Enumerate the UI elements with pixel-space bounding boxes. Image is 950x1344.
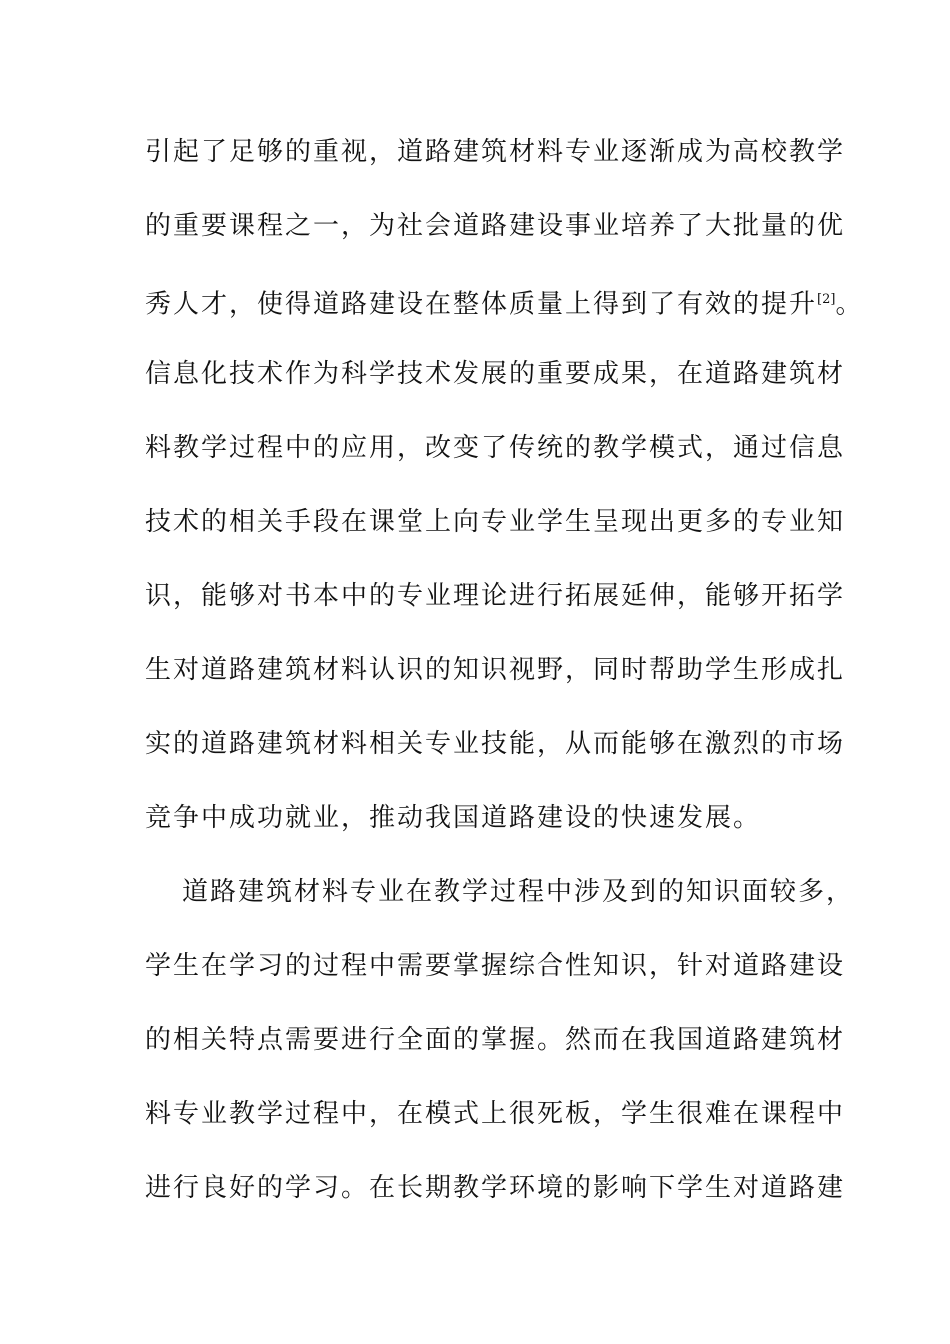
- text-line: 进行良好的学习。在长期教学环境的影响下学生对道路建: [145, 1173, 846, 1203]
- text-line: 生对道路建筑材料认识的知识视野，同时帮助学生形成扎: [145, 655, 846, 685]
- text-line: 料专业教学过程中，在模式上很死板，学生很难在课程中: [145, 1099, 846, 1129]
- text-line: 信息化技术作为科学技术发展的重要成果，在道路建筑材: [145, 359, 846, 389]
- text-line: 料教学过程中的应用，改变了传统的教学模式，通过信息: [145, 433, 846, 463]
- text-line: 识，能够对书本中的专业理论进行拓展延伸，能够开拓学: [145, 581, 846, 611]
- citation-marker: [2]: [817, 292, 836, 307]
- text-line: 竞争中成功就业，推动我国道路建设的快速发展。: [145, 803, 762, 833]
- text-line: 道路建筑材料专业在教学过程中涉及到的知识面较多，: [182, 877, 855, 907]
- text-line: [145, 284, 864, 321]
- text-line: 引起了足够的重视，道路建筑材料专业逐渐成为高校教学: [145, 137, 846, 167]
- text-line: 学生在学习的过程中需要掌握综合性知识，针对道路建设: [145, 951, 846, 981]
- text-segment: 。: [835, 289, 864, 320]
- text-line: 的相关特点需要进行全面的掌握。然而在我国道路建筑材: [145, 1025, 846, 1055]
- text-line: 的重要课程之一，为社会道路建设事业培养了大批量的优: [145, 211, 846, 241]
- text-line: 技术的相关手段在课堂上向专业学生呈现出更多的专业知: [145, 507, 846, 537]
- text-line: 实的道路建筑材料相关专业技能，从而能够在激烈的市场: [145, 729, 846, 759]
- text-segment: 秀人才，使得道路建设在整体质量上得到了有效的提升: [145, 289, 818, 320]
